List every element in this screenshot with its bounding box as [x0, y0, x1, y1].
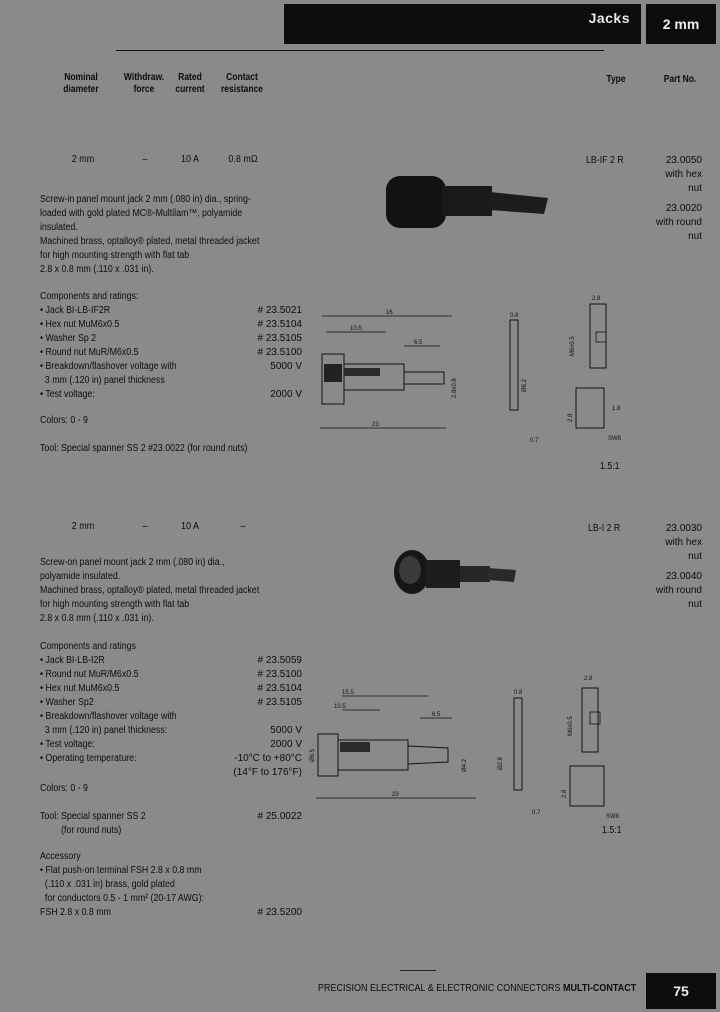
p1-dim-label: 6.5	[414, 340, 423, 346]
p1-force: –	[142, 154, 148, 165]
footer-text	[318, 983, 636, 994]
p1-desc-line: for high mounting strength with flat tab	[40, 250, 190, 261]
p2-accessory-line: for conductors 0.5 - 1 mm² (20-17 AWG):	[40, 893, 204, 904]
p2-components	[40, 640, 302, 780]
p1-dim-label: 1.8	[612, 406, 621, 412]
p2-dim-label: 0.8	[514, 690, 523, 696]
p2-current: 10 A	[180, 521, 200, 532]
p2-dim-label: M6x0.5	[568, 716, 574, 736]
p2-part-note: nut	[688, 599, 702, 610]
p2-dim-label: SW8	[606, 814, 620, 820]
p2-description	[40, 556, 289, 626]
p2-component-row: (14°F to 176°F)	[233, 767, 302, 778]
p1-desc-line: loaded with gold plated MC®-Multilam™, polyamide	[40, 208, 243, 219]
p1-desc-line: 2.8 x 0.8 mm (.110 x .031 in).	[40, 264, 154, 275]
p2-accessory	[40, 850, 302, 920]
p2-part-number: 23.0030	[665, 523, 702, 534]
p2-component-row: • Round nut MuR/M6x0.5 # 23.5100	[40, 669, 302, 680]
p1-component-row: • Hex nut MuM6x0.5 # 23.5104	[40, 319, 302, 330]
p2-photo-thread	[426, 560, 460, 588]
p2-dim-label: 15.5	[342, 690, 354, 696]
p2-resistance: –	[240, 521, 246, 532]
p1-component-row: 3 mm (.120 in) panel thickness	[40, 375, 165, 386]
p2-parts	[640, 522, 702, 612]
p2-tool-label: Tool: Special spanner SS 2	[40, 811, 146, 822]
section-title: Jacks	[588, 10, 630, 26]
p2-desc-line: polyamide insulated.	[40, 571, 121, 582]
p1-current: 10 A	[180, 154, 200, 165]
p2-accessory-item: FSH 2.8 x 0.8 mm	[40, 907, 111, 918]
p2-component-row: • Hex nut MuM6x0.5 # 23.5104	[40, 683, 302, 694]
p2-part-number: 23.0040	[665, 571, 702, 582]
p1-component-row: • Breakdown/flashover voltage with 5000 V	[40, 361, 302, 372]
p2-part-note: with hex	[665, 537, 702, 548]
p2-component-row: • Jack BI-LB-I2R # 23.5059	[40, 655, 302, 666]
p2-jack-photo	[388, 546, 528, 606]
p2-force: –	[142, 521, 148, 532]
p2-dim-label: 10.5	[334, 704, 346, 710]
p2-dim-label: Ø2.8	[498, 756, 504, 770]
p1-desc-line: Machined brass, optalloy® plated, metal threaded jacket	[40, 236, 260, 247]
footer-brand: MULTI-CONTACT	[563, 983, 637, 994]
p1-dim-label: 16	[386, 310, 393, 316]
p1-part-note: nut	[688, 231, 702, 242]
header-rule	[116, 50, 604, 51]
p1-photo-body	[386, 176, 446, 228]
p2-panel-drawing	[498, 690, 548, 820]
p1-panel-drawing	[496, 314, 546, 444]
p1-dim-label: 2.8	[568, 413, 574, 422]
p2-desc-line: Screw-on panel mount jack 2 mm (.080 in) dia.,	[40, 557, 225, 568]
p1-components	[40, 290, 302, 402]
p2-part-note: nut	[688, 551, 702, 562]
p2-accessory-value: # 23.5200	[257, 907, 302, 918]
col-type: Type	[606, 74, 626, 85]
p1-type: LB-IF 2 R	[586, 155, 624, 166]
p2-photo-tab	[488, 568, 516, 582]
p2-dim-label: 6.5	[432, 712, 441, 718]
p2-dim-label: 23	[392, 792, 399, 798]
p1-dim-label: 10.5	[350, 326, 362, 332]
p1-dim-label: Ø6.2	[522, 378, 528, 392]
p2-component-row: • Washer Sp2 # 23.5105	[40, 697, 302, 708]
p1-jack-photo	[384, 170, 554, 240]
p1-components-title: Components and ratings:	[40, 291, 139, 302]
p1-dim-label: SW8	[608, 436, 622, 442]
p1-resistance: 0.8 mΩ	[228, 154, 258, 165]
p1-dim-label: 2.8x0.8	[452, 378, 458, 398]
p1-tool: Tool: Special spanner SS 2 #23.0022 (for round nuts)	[40, 443, 248, 454]
p2-desc-line: 2.8 x 0.8 mm (.110 x .031 in).	[40, 613, 154, 624]
p1-dim-label: 2.8	[592, 296, 601, 302]
p2-dim-label: Ø4.2	[462, 758, 468, 772]
p2-component-row: • Operating temperature: -10°C to +80°C	[40, 753, 302, 764]
size-box: 2 mm	[646, 4, 716, 44]
col-part-no: Part No.	[663, 74, 697, 85]
p1-part-note: with hex	[665, 169, 702, 180]
p2-component-row: • Test voltage: 2000 V	[40, 739, 302, 750]
p2-component-row: • Breakdown/flashover voltage with	[40, 711, 177, 722]
footer-company: PRECISION ELECTRICAL & ELECTRONIC CONNECTORS	[318, 983, 561, 994]
p2-dim-label: 0.7	[532, 810, 541, 816]
p1-component-row: • Test voltage: 2000 V	[40, 389, 302, 400]
p2-colors: Colors: 0 - 9	[40, 783, 88, 794]
p1-component-row: • Washer Sp 2 # 23.5105	[40, 333, 302, 344]
p1-dim-label: 0.8	[510, 313, 519, 319]
p1-diameter: 2 mm	[71, 154, 95, 165]
p1-component-row: • Round nut MuR/M6x0.5 # 23.5100	[40, 347, 302, 358]
p1-part-number: 23.0050	[665, 155, 702, 166]
p1-photo-tab	[490, 192, 548, 214]
p2-dim-label: 2.8	[562, 789, 568, 798]
p1-desc-line: Screw-in panel mount jack 2 mm (.080 in) dia., spring-	[40, 194, 251, 205]
col-withdraw-force: Withdraw. force	[123, 72, 165, 95]
p2-tab-drawing	[560, 668, 630, 828]
p2-scale: 1.5:1	[602, 825, 622, 836]
p1-desc-line: insulated.	[40, 222, 78, 233]
p1-part-number: 23.0020	[665, 203, 702, 214]
p2-side-drawing	[308, 688, 488, 808]
p2-accessory-line: • Flat push-on terminal FSH 2.8 x 0.8 mm	[40, 865, 202, 876]
p2-part-note: with round	[655, 585, 702, 596]
p1-description	[40, 193, 289, 277]
p1-part-note: nut	[688, 183, 702, 194]
p2-component-row: 3 mm (.120 in) panel thickness: 5000 V	[40, 725, 302, 736]
p1-side-drawing	[312, 310, 482, 440]
p2-accessory-line: (.110 x .031 in) brass, gold plated	[40, 879, 175, 890]
p1-tab-drawing	[562, 292, 632, 452]
p1-colors: Colors: 0 - 9	[40, 415, 88, 426]
p2-accessory-title: Accessory	[40, 851, 81, 862]
col-nominal-diameter: Nominal diameter	[63, 72, 99, 95]
p1-dim-label: 23	[372, 422, 379, 428]
p1-photo-thread	[442, 186, 492, 216]
p2-tool-note: (for round nuts)	[61, 825, 122, 836]
col-contact-resistance: Contact resistance	[220, 72, 264, 95]
p2-tool	[40, 810, 302, 838]
p2-dim-label: Ø6.5	[310, 748, 316, 762]
p2-tool-value: # 25.0022	[257, 811, 302, 822]
p2-desc-line: for high mounting strength with flat tab	[40, 599, 190, 610]
p1-parts	[640, 154, 702, 244]
p1-scale: 1.5:1	[600, 461, 620, 472]
p2-type: LB-I 2 R	[588, 523, 621, 534]
p1-component-row: • Jack BI-LB-IF2R # 23.5021	[40, 305, 302, 316]
col-rated-current: Rated current	[175, 72, 205, 95]
p1-part-note: with round	[655, 217, 702, 228]
p1-dim-label: 0.7	[530, 438, 539, 444]
p2-dim-label: 2.8	[584, 676, 593, 682]
p2-diameter: 2 mm	[71, 521, 95, 532]
page-number: 75	[646, 973, 716, 1009]
p1-dim-label: M6x0.5	[570, 336, 576, 356]
footer-rule	[400, 970, 436, 971]
p2-desc-line: Machined brass, optalloy® plated, metal threaded jacket	[40, 585, 260, 596]
p2-components-title: Components and ratings	[40, 641, 136, 652]
